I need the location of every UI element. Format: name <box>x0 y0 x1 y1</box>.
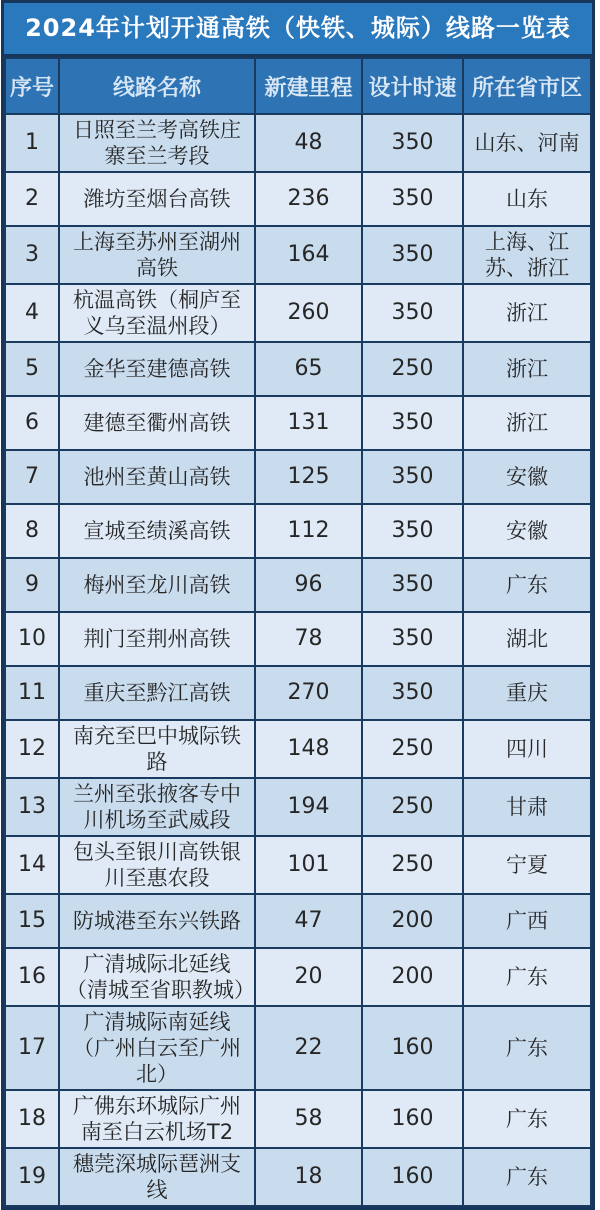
cell-mileage: 125 <box>255 450 362 504</box>
cell-region: 重庆 <box>463 666 591 720</box>
table-row <box>5 948 591 1006</box>
cell-mileage: 131 <box>255 396 362 450</box>
table-row <box>5 558 591 612</box>
column-header-region: 所在省市区 <box>463 58 591 114</box>
cell-mileage: 101 <box>255 836 362 894</box>
table-row <box>5 1148 591 1206</box>
cell-index: 4 <box>5 284 59 342</box>
rail-lines-table <box>4 57 592 1207</box>
cell-region: 广东 <box>463 1148 591 1206</box>
cell-speed: 250 <box>362 720 463 778</box>
cell-line-name: 杭温高铁（桐庐至义乌至温州段） <box>59 284 255 342</box>
cell-line-name: 穗莞深城际琶洲支线 <box>59 1148 255 1206</box>
cell-region: 宁夏 <box>463 836 591 894</box>
cell-line-name: 南充至巴中城际铁路 <box>59 720 255 778</box>
cell-line-name: 池州至黄山高铁 <box>59 450 255 504</box>
cell-line-name: 广清城际南延线（广州白云至广州北） <box>59 1006 255 1090</box>
cell-mileage: 48 <box>255 114 362 172</box>
cell-speed: 250 <box>362 342 463 396</box>
cell-line-name: 荆门至荆州高铁 <box>59 612 255 666</box>
cell-region: 广西 <box>463 894 591 948</box>
cell-speed: 250 <box>362 836 463 894</box>
cell-speed: 350 <box>362 504 463 558</box>
cell-mileage: 270 <box>255 666 362 720</box>
cell-index: 17 <box>5 1006 59 1090</box>
cell-index: 18 <box>5 1090 59 1148</box>
cell-region: 山东、河南 <box>463 114 591 172</box>
table-row <box>5 778 591 836</box>
cell-speed: 200 <box>362 894 463 948</box>
table-row <box>5 720 591 778</box>
cell-index: 9 <box>5 558 59 612</box>
table-row <box>5 342 591 396</box>
cell-mileage: 58 <box>255 1090 362 1148</box>
cell-mileage: 112 <box>255 504 362 558</box>
cell-mileage: 96 <box>255 558 362 612</box>
cell-mileage: 164 <box>255 226 362 284</box>
cell-region: 广东 <box>463 1090 591 1148</box>
cell-index: 1 <box>5 114 59 172</box>
cell-line-name: 广佛东环城际广州南至白云机场T2 <box>59 1090 255 1148</box>
table-row <box>5 114 591 172</box>
cell-speed: 350 <box>362 612 463 666</box>
column-header-speed: 设计时速 <box>362 58 463 114</box>
table-body <box>5 114 591 1206</box>
cell-mileage: 148 <box>255 720 362 778</box>
cell-index: 13 <box>5 778 59 836</box>
table-row <box>5 396 591 450</box>
cell-speed: 350 <box>362 666 463 720</box>
cell-speed: 350 <box>362 114 463 172</box>
cell-speed: 350 <box>362 396 463 450</box>
table-row <box>5 666 591 720</box>
cell-speed: 200 <box>362 948 463 1006</box>
cell-mileage: 194 <box>255 778 362 836</box>
table-row <box>5 612 591 666</box>
cell-index: 7 <box>5 450 59 504</box>
cell-index: 5 <box>5 342 59 396</box>
table-title: 2024年计划开通高铁（快铁、城际）线路一览表 <box>4 3 592 57</box>
column-header-mileage: 新建里程 <box>255 58 362 114</box>
cell-line-name: 包头至银川高铁银川至惠农段 <box>59 836 255 894</box>
cell-speed: 350 <box>362 226 463 284</box>
table-row <box>5 450 591 504</box>
cell-speed: 160 <box>362 1006 463 1090</box>
cell-region: 广东 <box>463 1006 591 1090</box>
cell-line-name: 上海至苏州至湖州高铁 <box>59 226 255 284</box>
cell-speed: 160 <box>362 1148 463 1206</box>
cell-mileage: 47 <box>255 894 362 948</box>
cell-index: 3 <box>5 226 59 284</box>
cell-index: 14 <box>5 836 59 894</box>
cell-region: 广东 <box>463 948 591 1006</box>
column-header-index: 序号 <box>5 58 59 114</box>
cell-index: 6 <box>5 396 59 450</box>
cell-line-name: 建德至衢州高铁 <box>59 396 255 450</box>
cell-region: 湖北 <box>463 612 591 666</box>
cell-region: 浙江 <box>463 284 591 342</box>
cell-speed: 350 <box>362 284 463 342</box>
cell-index: 12 <box>5 720 59 778</box>
cell-region: 甘肃 <box>463 778 591 836</box>
table-row <box>5 284 591 342</box>
table-row <box>5 1006 591 1090</box>
cell-index: 8 <box>5 504 59 558</box>
table-row <box>5 172 591 226</box>
cell-speed: 350 <box>362 558 463 612</box>
cell-region: 浙江 <box>463 396 591 450</box>
cell-region: 安徽 <box>463 504 591 558</box>
cell-mileage: 22 <box>255 1006 362 1090</box>
cell-line-name: 金华至建德高铁 <box>59 342 255 396</box>
cell-line-name: 兰州至张掖客专中川机场至武威段 <box>59 778 255 836</box>
cell-line-name: 日照至兰考高铁庄寨至兰考段 <box>59 114 255 172</box>
column-header-line: 线路名称 <box>59 58 255 114</box>
rail-table-sheet <box>1 0 595 1210</box>
cell-line-name: 广清城际北延线（清城至省职教城） <box>59 948 255 1006</box>
cell-region: 浙江 <box>463 342 591 396</box>
cell-index: 19 <box>5 1148 59 1206</box>
cell-index: 16 <box>5 948 59 1006</box>
cell-line-name: 防城港至东兴铁路 <box>59 894 255 948</box>
table-header-row <box>5 58 591 114</box>
cell-line-name: 宣城至绩溪高铁 <box>59 504 255 558</box>
cell-index: 11 <box>5 666 59 720</box>
cell-line-name: 重庆至黔江高铁 <box>59 666 255 720</box>
cell-region: 上海、江苏、浙江 <box>463 226 591 284</box>
cell-line-name: 潍坊至烟台高铁 <box>59 172 255 226</box>
cell-mileage: 65 <box>255 342 362 396</box>
cell-region: 安徽 <box>463 450 591 504</box>
table-row <box>5 226 591 284</box>
cell-speed: 250 <box>362 778 463 836</box>
table-row <box>5 504 591 558</box>
cell-mileage: 78 <box>255 612 362 666</box>
cell-mileage: 236 <box>255 172 362 226</box>
cell-line-name: 梅州至龙川高铁 <box>59 558 255 612</box>
cell-region: 广东 <box>463 558 591 612</box>
cell-region: 山东 <box>463 172 591 226</box>
cell-mileage: 260 <box>255 284 362 342</box>
table-row <box>5 894 591 948</box>
cell-mileage: 20 <box>255 948 362 1006</box>
table-row <box>5 1090 591 1148</box>
cell-index: 2 <box>5 172 59 226</box>
cell-mileage: 18 <box>255 1148 362 1206</box>
table-row <box>5 836 591 894</box>
cell-index: 15 <box>5 894 59 948</box>
cell-speed: 350 <box>362 172 463 226</box>
cell-speed: 350 <box>362 450 463 504</box>
cell-region: 四川 <box>463 720 591 778</box>
cell-index: 10 <box>5 612 59 666</box>
cell-speed: 160 <box>362 1090 463 1148</box>
